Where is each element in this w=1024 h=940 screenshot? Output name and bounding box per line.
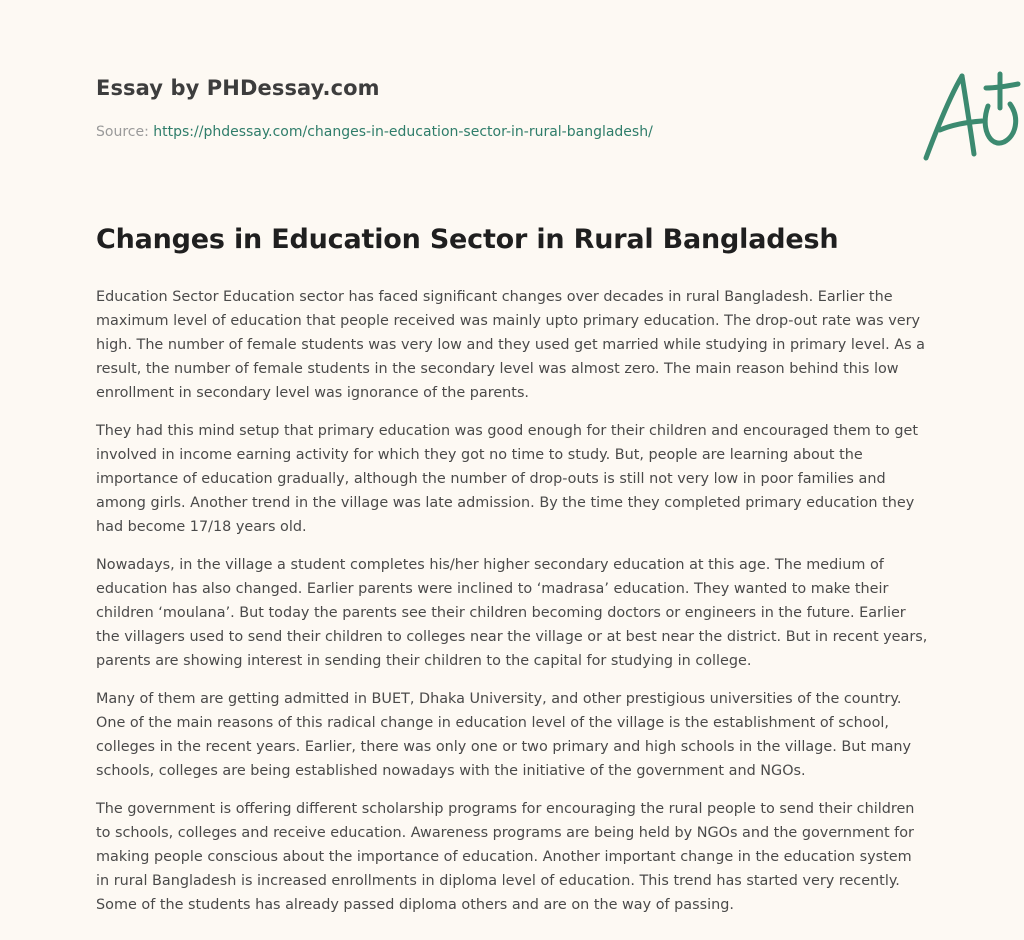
essay-body: [96, 285, 928, 931]
a-plus-logo-icon: [916, 66, 1024, 166]
essay-paragraph: Nowadays, in the village a student completes his/her higher secondary education at this age. The medium of education has also changed. Earlier parents were inclined to ‘madrasa’ education. They wanted to make their children ‘moulana’. But today the parents see their children becoming doctors or engineers in the future. Earlier the villagers used to send their children to colleges near the village or at best near the district. But in recent years, parents are showing interest in sending their children to the capital for studying in college.: [96, 557, 928, 669]
essay-paragraph: Education Sector Education sector has faced significant changes over decades in rural Bangladesh. Earlier the maximum level of education that people received was mainly upto primary education. The drop-out rate was very high. The number of female students was very low and they used get married while studying in primary level. As a result, the number of female students in the secondary level was almost zero. The main reason behind this low enrollment in secondary level was ignorance of the parents.: [96, 289, 925, 401]
essay-title: Changes in Education Sector in Rural Bangladesh: [96, 224, 839, 255]
source-link[interactable]: https://phdessay.com/changes-in-education-sector-in-rural-bangladesh/: [153, 124, 653, 140]
source-label: Source:: [96, 124, 154, 140]
site-brand: Essay by PHDessay.com: [96, 76, 380, 100]
source-line: [96, 124, 653, 140]
essay-paragraph: Many of them are getting admitted in BUET, Dhaka University, and other prestigious universities of the country. One of the main reasons of this radical change in education level of the village is the establishment of school, colleges in the recent years. Earlier, there was only one or two primary and high schools in the village. But many schools, colleges are being established nowadays with the initiative of the government and NGOs.: [96, 691, 912, 779]
essay-paragraph: They had this mind setup that primary education was good enough for their children and encouraged them to get involved in income earning activity for which they got no time to study. But, people are learning about the importance of education gradually, although the number of drop-outs is still not very low in poor families and among girls. Another trend in the village was late admission. By the time they completed primary education they had become 17/18 years old.: [96, 423, 919, 535]
essay-paragraph: The government is offering different scholarship programs for encouraging the rural people to send their children to schools, colleges and receive education. Awareness programs are being held by NGOs and the government for making people conscious about the importance of education. Another important change in the education system in rural Bangladesh is increased enrollments in diploma level of education. This trend has started very recently. Some of the students has already passed diploma others and are on the way of passing.: [96, 801, 915, 913]
